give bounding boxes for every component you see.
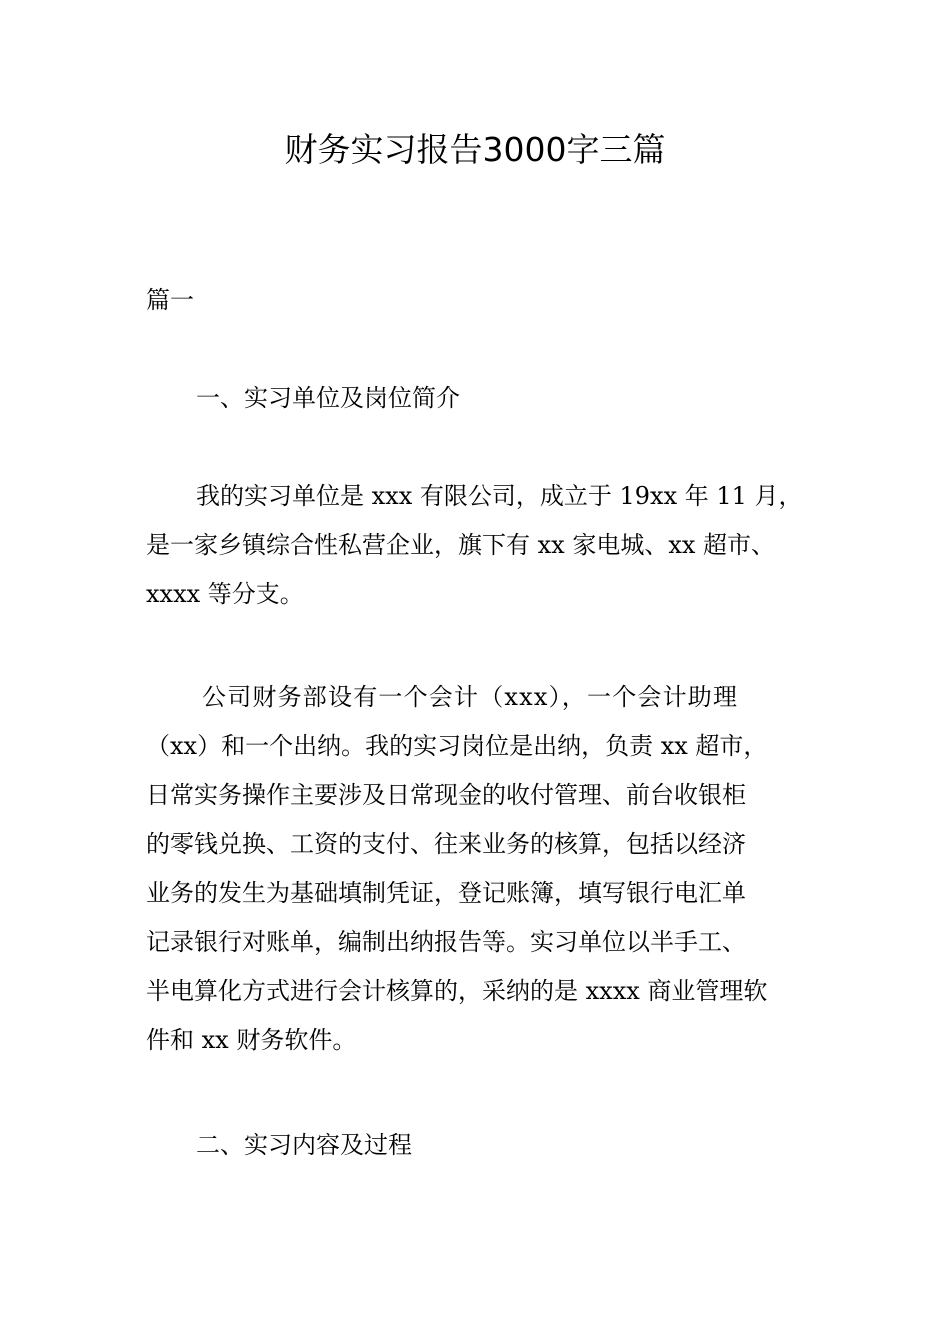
- paragraph-line: 我的实习单位是 xxx 有限公司，成立于 19xx 年 11 月，: [196, 482, 803, 510]
- section-label: 篇一: [146, 286, 194, 314]
- paragraph-1: [146, 472, 816, 619]
- paragraph-line: 业务的发生为基础填制凭证，登记账簿，填写银行电汇单: [146, 879, 746, 907]
- paragraph-line: 记录银行对账单，编制出纳报告等。实习单位以半手工、: [146, 928, 746, 956]
- paragraph-line: xxxx 等分支。: [146, 580, 304, 608]
- paragraph-2: [146, 673, 816, 1065]
- paragraph-line: （xx）和一个出纳。我的实习岗位是出纳，负责 xx 超市，: [146, 732, 768, 760]
- document-title: 财务实习报告3000字三篇: [284, 130, 666, 169]
- paragraph-line: 半电算化方式进行会计核算的，采纳的是 xxxx 商业管理软: [146, 977, 768, 1005]
- paragraph-line: 是一家乡镇综合性私营企业，旗下有 xx 家电城、xx 超市、: [146, 531, 776, 559]
- section-heading-2: 二、实习内容及过程: [196, 1131, 412, 1159]
- paragraph-line: 的零钱兑换、工资的支付、往来业务的核算，包括以经济: [146, 830, 746, 858]
- paragraph-line: 公司财务部设有一个会计（xxx），一个会计助理: [202, 683, 739, 711]
- paragraph-line: 日常实务操作主要涉及日常现金的收付管理、前台收银柜: [146, 781, 746, 809]
- paragraph-line: 件和 xx 财务软件。: [146, 1026, 357, 1054]
- section-heading-1: 一、实习单位及岗位简介: [196, 384, 460, 412]
